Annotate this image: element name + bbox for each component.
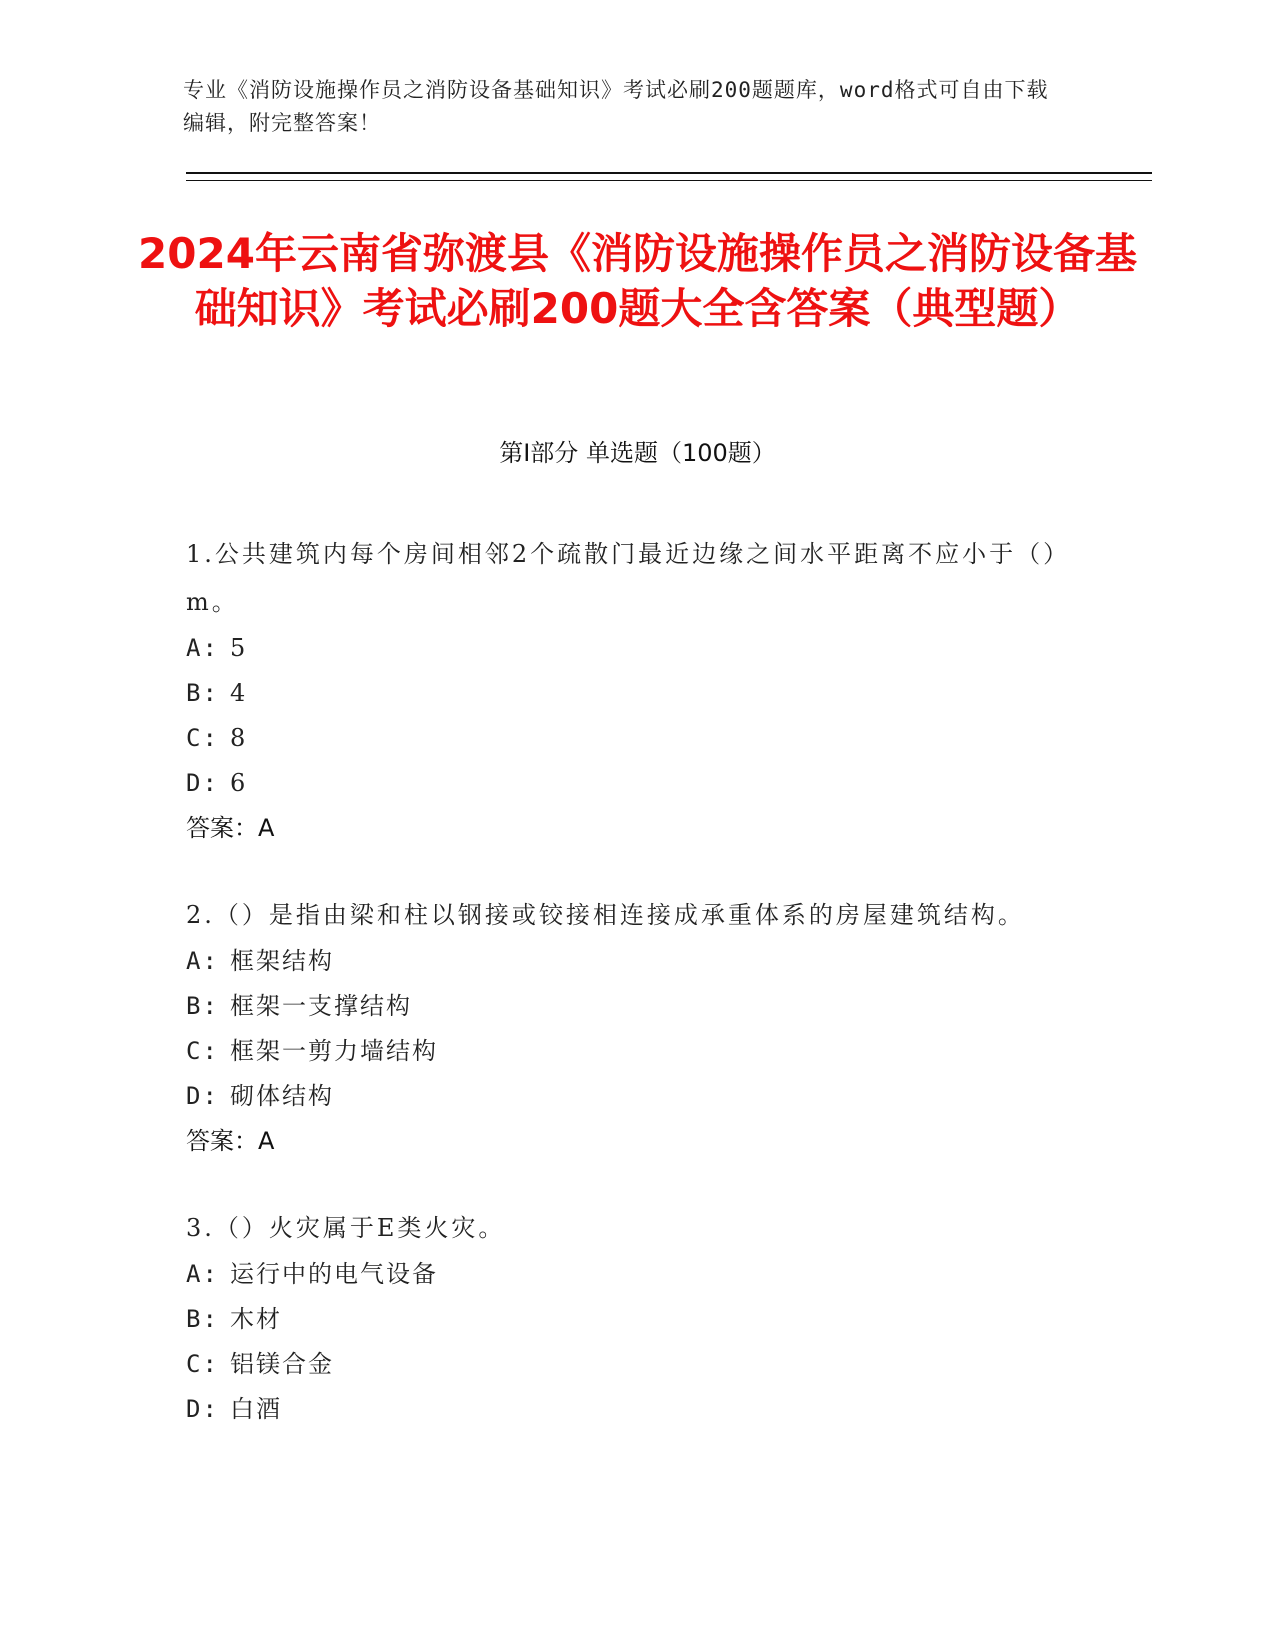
question-list <box>186 530 1066 1472</box>
header-divider-thick <box>186 172 1152 174</box>
option-d <box>186 761 1066 806</box>
option-key: B: <box>186 1305 219 1333</box>
question-stem: 2.（）是指由梁和柱以钢接或铰接相连接成承重体系的房屋建筑结构。 <box>186 901 1025 929</box>
option-a <box>186 939 1066 984</box>
section-title: 第I部分 单选题（100题） <box>499 439 776 467</box>
option-b <box>186 984 1066 1029</box>
option-d <box>186 1387 1066 1432</box>
option-text: 5 <box>230 634 248 662</box>
option-key: C: <box>186 1350 219 1378</box>
option-a <box>186 626 1066 671</box>
option-text: 6 <box>230 769 248 797</box>
option-key: B: <box>186 992 219 1020</box>
option-text: 白酒 <box>230 1395 282 1423</box>
option-key: B: <box>186 679 219 707</box>
question-stem: 3.（）火灾属于E类火灾。 <box>186 1214 506 1242</box>
option-key: D: <box>186 769 219 797</box>
option-text: 砌体结构 <box>230 1082 334 1110</box>
option-key: C: <box>186 1037 219 1065</box>
option-text: 框架一支撑结构 <box>230 992 412 1020</box>
option-c <box>186 1342 1066 1387</box>
question-stem: 1.公共建筑内每个房间相邻2个疏散门最近边缘之间水平距离不应小于（）m。 <box>186 540 1059 616</box>
option-key: A: <box>186 634 219 662</box>
option-key: D: <box>186 1395 219 1423</box>
option-text: 木材 <box>230 1305 282 1333</box>
option-b <box>186 1297 1066 1342</box>
option-text: 铝镁合金 <box>230 1350 334 1378</box>
question-1 <box>186 530 1066 851</box>
option-key: D: <box>186 1082 219 1110</box>
document-title: 2024年云南省弥渡县《消防设施操作员之消防设备基础知识》考试必刷200题大全含答案（典型题） <box>138 229 1137 333</box>
option-key: C: <box>186 724 219 752</box>
option-b <box>186 671 1066 716</box>
header-divider-thin <box>186 180 1152 181</box>
option-text: 8 <box>230 724 248 752</box>
option-text: 框架结构 <box>230 947 334 975</box>
option-key: A: <box>186 947 219 975</box>
document-header-note: 专业《消防设施操作员之消防设备基础知识》考试必刷200题题库，word格式可自由下载编辑，附完整答案！ <box>183 78 1049 135</box>
option-text: 框架一剪力墙结构 <box>230 1037 438 1065</box>
question-2 <box>186 891 1066 1164</box>
answer-line: 答案：A <box>186 1127 275 1155</box>
answer-line: 答案：A <box>186 814 275 842</box>
option-c <box>186 1029 1066 1074</box>
question-3 <box>186 1204 1066 1432</box>
option-a <box>186 1252 1066 1297</box>
option-text: 运行中的电气设备 <box>230 1260 438 1288</box>
option-c <box>186 716 1066 761</box>
option-text: 4 <box>230 679 248 707</box>
option-key: A: <box>186 1260 219 1288</box>
option-d <box>186 1074 1066 1119</box>
